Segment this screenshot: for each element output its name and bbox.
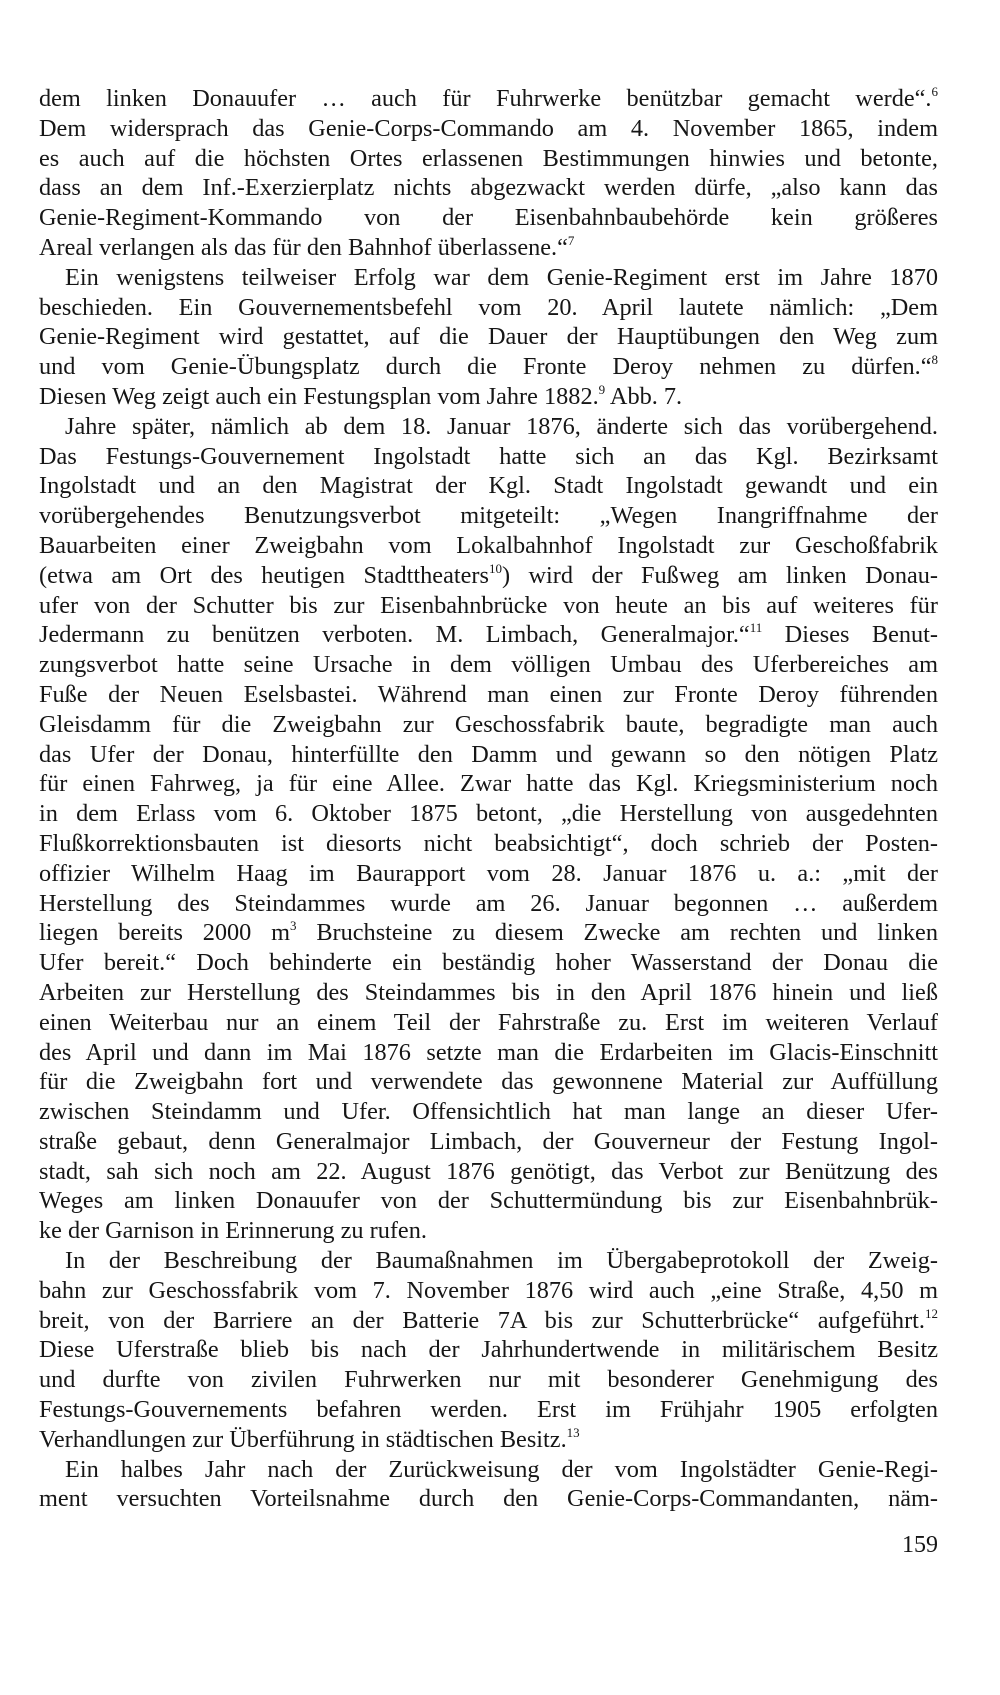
- text-line: [39, 322, 938, 352]
- footnote-marker: 8: [931, 352, 938, 368]
- line-text-continued: Bruchsteine zu diesem Zwecke am rechten und linken: [296, 919, 938, 947]
- text-line: [39, 1127, 938, 1157]
- line-text: Diesen Weg zeigt auch ein Festungsplan vom Jahre 1882.: [39, 382, 599, 410]
- text-line: [39, 531, 938, 561]
- text-line: [39, 1395, 938, 1425]
- text-line: [39, 829, 938, 859]
- text-line: [39, 84, 938, 114]
- text-line: [39, 650, 938, 680]
- line-text: für einen Fahrweg, ja für eine Allee. Zwar hatte das Kgl. Kriegsministerium noch: [39, 770, 938, 798]
- line-text: dass an dem Inf.-Exerzierplatz nichts abgezwackt werden dürfe, „also kann das: [39, 174, 938, 202]
- line-text: offizier Wilhelm Haag im Baurapport vom 28. Januar 1876 u. a.: „mit der: [39, 859, 938, 887]
- text-line: [39, 1216, 938, 1246]
- text-line: [39, 1365, 938, 1395]
- line-text: In der Beschreibung der Baumaßnahmen im Übergabeprotokoll der Zweig-: [65, 1247, 938, 1275]
- line-text: stadt, sah sich noch am 22. August 1876 genötigt, das Verbot zur Benützung des: [39, 1157, 938, 1185]
- text-line: [39, 114, 938, 144]
- text-line: [39, 203, 938, 233]
- footnote-marker: 11: [749, 620, 763, 636]
- line-text: Dem widersprach das Genie-Corps-Commando am 4. November 1865, indem: [39, 114, 938, 142]
- text-line: [39, 501, 938, 531]
- line-text: es auch auf die höchsten Ortes erlassenen Bestimmungen hinwies und betonte,: [39, 144, 938, 172]
- line-text: für die Zweigbahn fort und verwendete das gewonnene Material zur Auffüllung: [39, 1068, 938, 1096]
- line-text: zwischen Steindamm und Ufer. Offensichtlich hat man lange an dieser Ufer-: [39, 1098, 938, 1126]
- text-line: [39, 1276, 938, 1306]
- line-text-continued: Abb. 7.: [605, 382, 683, 410]
- line-text: des April und dann im Mai 1876 setzte man die Erdarbeiten im Glacis-Einschnitt: [39, 1038, 938, 1066]
- line-text: (etwa am Ort des heutigen Stadttheaters: [39, 561, 489, 589]
- text-line: [39, 1335, 938, 1365]
- footnote-marker: 10: [488, 560, 502, 576]
- text-line: [39, 263, 938, 293]
- text-line: [39, 293, 938, 323]
- text-line: [39, 799, 938, 829]
- text-line: [39, 442, 938, 472]
- text-line: [39, 1157, 938, 1187]
- line-text: das Ufer der Donau, hinterfüllte den Damm und gewann so den nötigen Platz: [39, 740, 938, 768]
- text-line: [39, 591, 938, 621]
- line-text: vorübergehendes Benutzungsverbot mitgeteilt: „Wegen Inangriffnahme der: [39, 502, 938, 530]
- line-text: Festungs-Gouvernements befahren werden. Erst im Frühjahr 1905 erfolgten: [39, 1396, 938, 1424]
- line-text: Ingolstadt und an den Magistrat der Kgl. Stadt Ingolstadt gewandt und ein: [39, 472, 938, 500]
- line-text: Ein wenigstens teilweiser Erfolg war dem Genie-Regiment erst im Jahre 1870: [65, 263, 938, 291]
- line-text: Genie-Regiment-Kommando von der Eisenbahnbaubehörde kein größeres: [39, 204, 938, 232]
- footnote-marker: 6: [931, 84, 938, 99]
- page-number: 159: [902, 1532, 938, 1558]
- line-text: Das Festungs-Gouvernement Ingolstadt hatte sich an das Kgl. Bezirksamt: [39, 442, 938, 470]
- line-text: zungsverbot hatte seine Ursache in dem völligen Umbau des Uferbereiches am: [39, 651, 938, 679]
- line-text: Genie-Regiment wird gestattet, auf die Dauer der Hauptübungen den Weg zum: [39, 323, 938, 351]
- body-text: [39, 84, 938, 1514]
- text-line: [39, 471, 938, 501]
- text-line: [39, 412, 938, 442]
- line-text: Jahre später, nämlich ab dem 18. Januar 1876, änderte sich das vorübergehend.: [65, 412, 938, 440]
- text-line: [39, 1008, 938, 1038]
- text-line: [39, 1306, 938, 1336]
- line-text: ke der Garnison in Erinnerung zu rufen.: [39, 1217, 427, 1245]
- footnote-marker: 7: [567, 232, 575, 248]
- text-line: [39, 1246, 938, 1276]
- line-text-continued: Dieses Benut-: [762, 621, 938, 649]
- text-line: [39, 173, 938, 203]
- text-line: [39, 1425, 938, 1455]
- text-line: [39, 769, 938, 799]
- text-line: [39, 1067, 938, 1097]
- line-text: liegen bereits 2000 m: [39, 919, 291, 947]
- text-line: [39, 710, 938, 740]
- line-text: Areal verlangen als das für den Bahnhof überlassene.“: [39, 233, 568, 261]
- line-text: straße gebaut, denn Generalmajor Limbach, der Gouverneur der Festung Ingol-: [39, 1127, 938, 1155]
- line-text: Herstellung des Steindammes wurde am 26. Januar begonnen … außerdem: [39, 889, 938, 917]
- line-text: einen Weiterbau nur an einem Teil der Fahrstraße zu. Erst im weiteren Verlauf: [39, 1008, 938, 1036]
- text-line: [39, 889, 938, 919]
- text-line: [39, 740, 938, 770]
- line-text: in dem Erlass vom 6. Oktober 1875 betont, „die Herstellung von ausgedehnten: [39, 800, 938, 828]
- footnote-marker: 12: [925, 1305, 938, 1321]
- text-line: [39, 859, 938, 889]
- text-line: [39, 948, 938, 978]
- text-line: [39, 1186, 938, 1216]
- line-text: Ufer bereit.“ Doch behinderte ein beständig hoher Wasserstand der Donau die: [39, 949, 938, 977]
- line-text: bahn zur Geschossfabrik vom 7. November 1876 wird auch „eine Straße, 4,50 m: [39, 1276, 938, 1304]
- line-text: breit, von der Barriere an der Batterie 7A bis zur Schutterbrücke“ aufgeführt.: [39, 1306, 925, 1334]
- footnote-marker: 13: [566, 1424, 580, 1440]
- line-text: Gleisdamm für die Zweigbahn zur Geschossfabrik baute, begradigte man auch: [39, 710, 938, 738]
- line-text: Weges am linken Donauufer von der Schuttermündung bis zur Eisenbahnbrük-: [39, 1187, 938, 1215]
- text-line: [39, 233, 938, 263]
- line-text: beschieden. Ein Gouvernementsbefehl vom 20. April lautete nämlich: „Dem: [39, 293, 938, 321]
- text-line: [39, 1455, 938, 1485]
- text-line: [39, 978, 938, 1008]
- text-line: [39, 382, 938, 412]
- text-line: [39, 918, 938, 948]
- line-text: ment versuchten Vorteilsnahme durch den Genie-Corps-Commandanten, näm-: [39, 1485, 938, 1513]
- line-text: Ein halbes Jahr nach der Zurückweisung der vom Ingolstädter Genie-Regi-: [65, 1455, 938, 1483]
- line-text-continued: ) wird der Fußweg am linken Donau-: [501, 561, 938, 589]
- line-text: ufer von der Schutter bis zur Eisenbahnbrücke von heute an bis auf weiteres für: [39, 591, 938, 619]
- line-text: Jedermann zu benützen verboten. M. Limbach, Generalmajor.“: [39, 621, 750, 649]
- line-text: Fuße der Neuen Eselsbastei. Während man einen zur Fronte Deroy führenden: [39, 680, 938, 708]
- text-line: [39, 620, 938, 650]
- line-text: und vom Genie-Übungsplatz durch die Fronte Deroy nehmen zu dürfen.“: [39, 353, 932, 381]
- text-line: [39, 1038, 938, 1068]
- text-line: [39, 680, 938, 710]
- footnote-marker: 9: [598, 381, 606, 397]
- footnote-marker: 3: [290, 918, 297, 934]
- line-text: Verhandlungen zur Überführung in städtischen Besitz.: [39, 1425, 567, 1453]
- line-text: Arbeiten zur Herstellung des Steindammes bis in den April 1876 hinein und ließ: [39, 978, 938, 1006]
- line-text: Diese Uferstraße blieb bis nach der Jahrhundertwende in militärischem Besitz: [39, 1336, 938, 1364]
- text-line: [39, 1484, 938, 1514]
- line-text: dem linken Donauufer … auch für Fuhrwerke benützbar gemacht werde“.: [39, 85, 932, 112]
- text-line: [39, 352, 938, 382]
- text-line: [39, 561, 938, 591]
- line-text: und durfte von zivilen Fuhrwerken nur mit besonderer Genehmigung des: [39, 1366, 938, 1394]
- text-line: [39, 144, 938, 174]
- line-text: Bauarbeiten einer Zweigbahn vom Lokalbahnhof Ingolstadt zur Geschoßfabrik: [39, 531, 938, 559]
- line-text: Flußkorrektionsbauten ist diesorts nicht beabsichtigt“, doch schrieb der Posten-: [39, 829, 938, 857]
- text-line: [39, 1097, 938, 1127]
